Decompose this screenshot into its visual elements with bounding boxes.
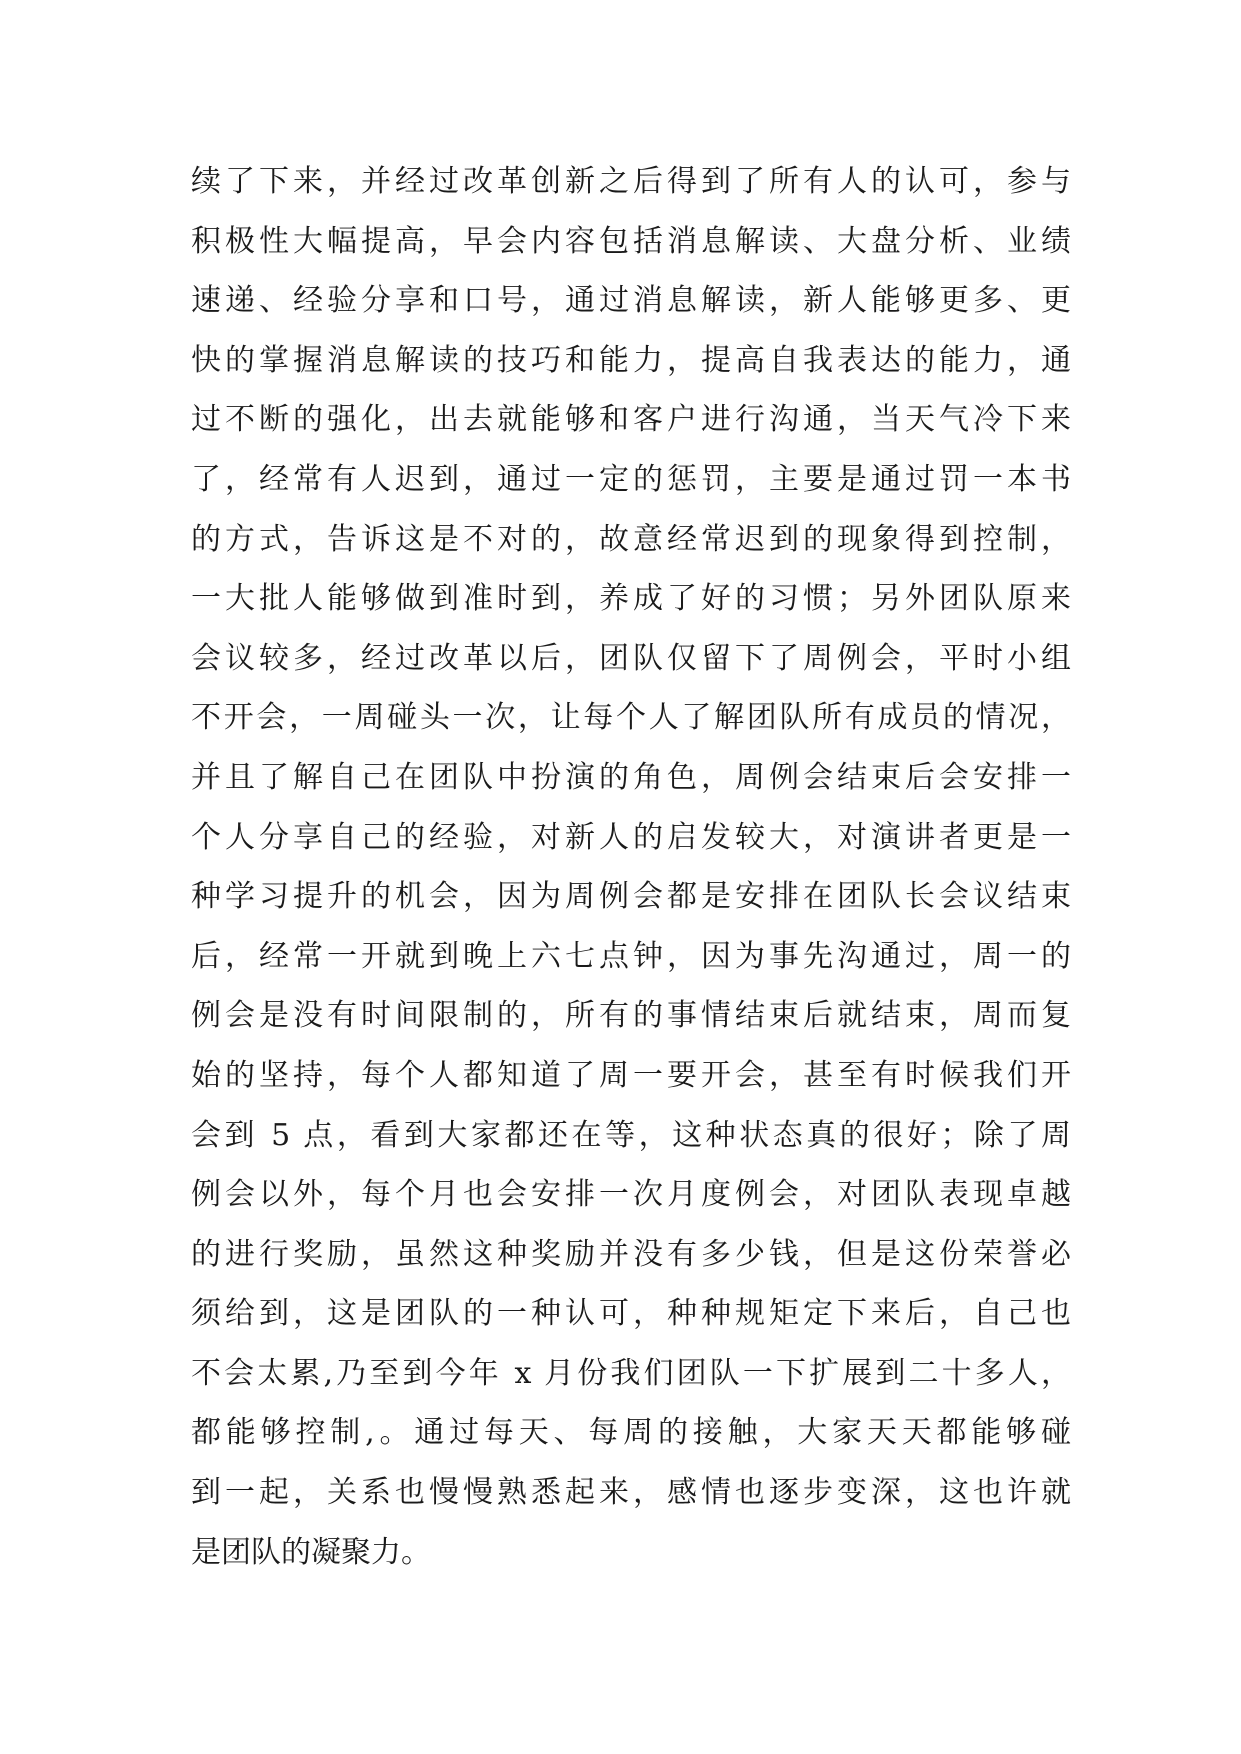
paragraph-line: 到一起，关系也慢慢熟悉起来，感情也逐步变深，这也许就 — [191, 1475, 1071, 1511]
paragraph-line: 并且了解自己在团队中扮演的角色，周例会结束后会安排一 — [191, 759, 1071, 795]
paragraph-line: 了，经常有人迟到，通过一定的惩罚，主要是通过罚一本书 — [191, 461, 1071, 497]
paragraph-line: 种学习提升的机会，因为周例会都是安排在团队长会议结束 — [191, 879, 1071, 915]
paragraph-line: 始的坚持，每个人都知道了周一要开会，甚至有时候我们开 — [191, 1057, 1071, 1093]
paragraph-line: 不会太累,乃至到今年 x 月份我们团队一下扩展到二十多人， — [191, 1355, 1071, 1391]
paragraph-line: 须给到，这是团队的一种认可，种种规矩定下来后，自己也 — [191, 1296, 1071, 1332]
paragraph-line: 一大批人能够做到准时到，养成了好的习惯；另外团队原来 — [191, 581, 1071, 617]
paragraph-line: 例会是没有时间限制的，所有的事情结束后就结束，周而复 — [191, 998, 1071, 1034]
paragraph-line: 都能够控制,。通过每天、每周的接触，大家天天都能够碰 — [191, 1415, 1071, 1451]
paragraph-line: 过不断的强化，出去就能够和客户进行沟通，当天气冷下来 — [191, 402, 1071, 438]
paragraph-line: 续了下来，并经过改革创新之后得到了所有人的认可，参与 — [191, 164, 1071, 199]
paragraph-line: 快的掌握消息解读的技巧和能力，提高自我表达的能力，通 — [191, 342, 1071, 378]
paragraph-line: 例会以外，每个月也会安排一次月度例会，对团队表现卓越 — [191, 1177, 1071, 1213]
paragraph-line: 不开会，一周碰头一次，让每个人了解团队所有成员的情况， — [191, 700, 1071, 736]
paragraph-line: 后，经常一开就到晚上六七点钟，因为事先沟通过，周一的 — [191, 938, 1071, 974]
body-paragraph — [191, 162, 1071, 1592]
paragraph-line: 会议较多，经过改革以后，团队仅留下了周例会，平时小组 — [191, 640, 1071, 676]
paragraph-line: 会到 5 点，看到大家都还在等，这种状态真的很好；除了周 — [191, 1117, 1071, 1153]
paragraph-line: 速递、经验分享和口号，通过消息解读，新人能够更多、更 — [191, 283, 1071, 319]
paragraph-line: 个人分享自己的经验，对新人的启发较大，对演讲者更是一 — [191, 819, 1071, 855]
paragraph-line: 的进行奖励，虽然这种奖励并没有多少钱，但是这份荣誉必 — [191, 1236, 1071, 1272]
paragraph-line: 的方式，告诉这是不对的，故意经常迟到的现象得到控制， — [191, 521, 1071, 557]
paragraph-line: 积极性大幅提高，早会内容包括消息解读、大盘分析、业绩 — [191, 223, 1071, 259]
paragraph-line-last: 是团队的凝聚力。 — [191, 1534, 431, 1570]
